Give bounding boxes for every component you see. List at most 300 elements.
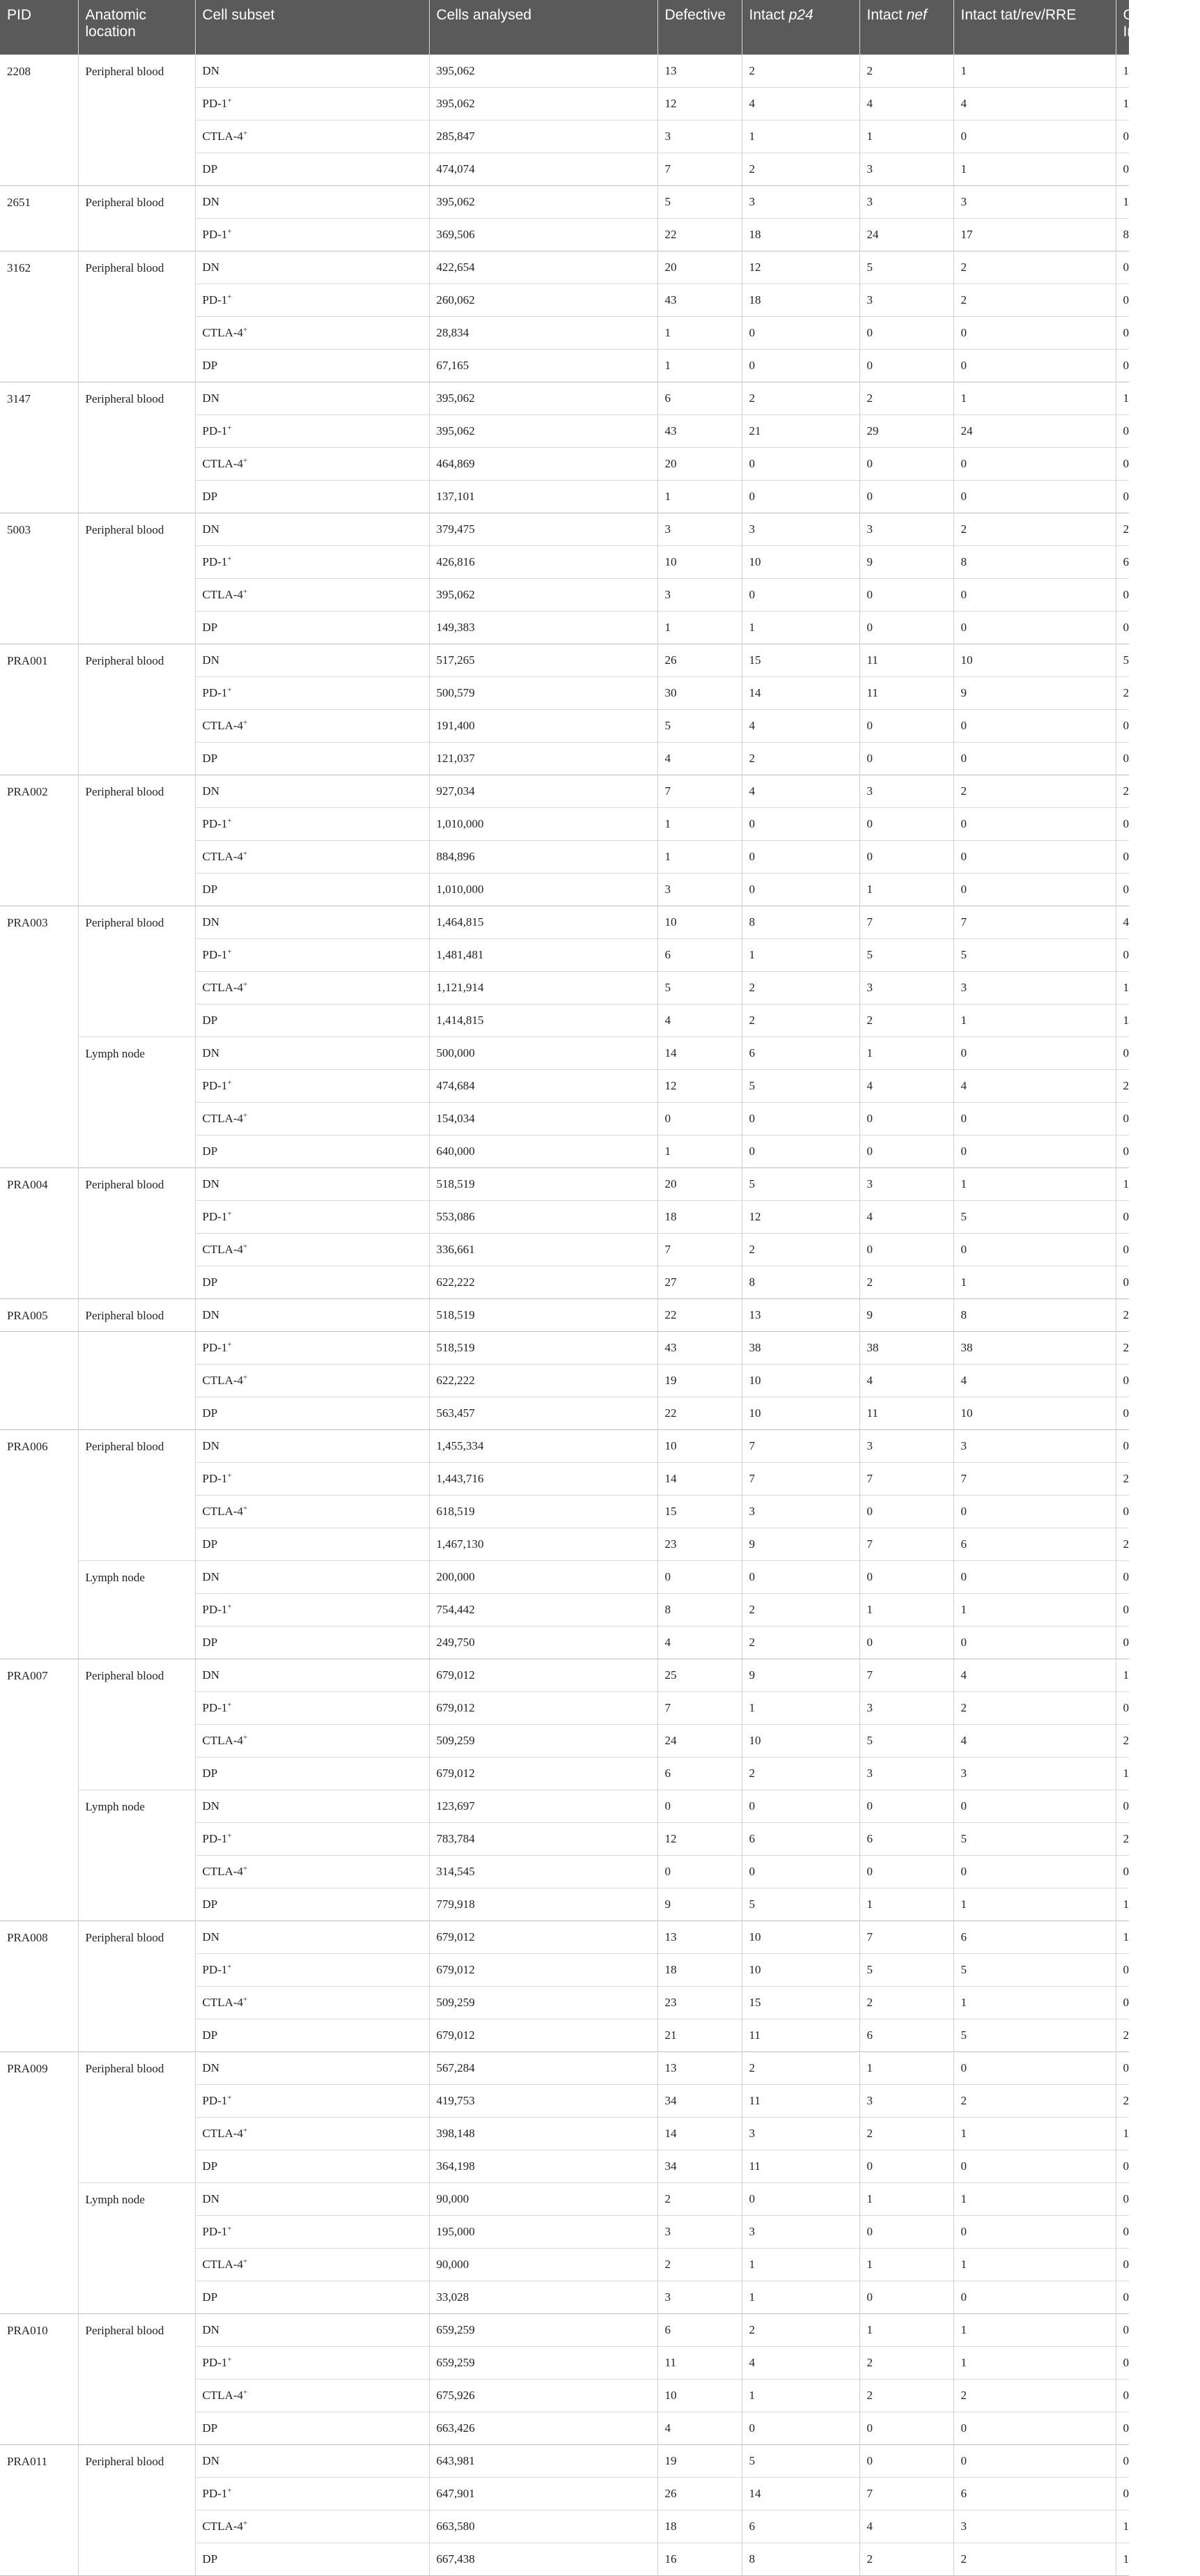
intact-tat-rev-rre-cell: 38 (953, 1331, 1116, 1364)
defective-cell: 6 (657, 2313, 742, 2346)
cells-analysed-cell: 1,414,815 (429, 1004, 657, 1037)
intact-nef-cell: 0 (859, 1135, 953, 1167)
genetically-intact-cell: 0 (1116, 1790, 1129, 1822)
defective-cell: 4 (657, 1004, 742, 1037)
pid-cell (0, 2543, 78, 2575)
intact-nef-cell: 5 (859, 1953, 953, 1986)
header-row (0, 0, 1129, 54)
cell-subset-name: CTLA-4 (202, 587, 244, 601)
anatomic-location-cell (78, 1593, 195, 1626)
positive-marker: + (227, 1700, 232, 1709)
anatomic-location-cell (78, 2379, 195, 2412)
positive-marker: + (243, 2125, 248, 2134)
genetically-intact-cell: 0 (1116, 840, 1129, 873)
pid-cell: PRA004 (0, 1167, 78, 1200)
pid-cell: PRA008 (0, 1921, 78, 1953)
genetically-intact-cell: 0 (1116, 1855, 1129, 1888)
cells-analysed-cell: 191,400 (429, 709, 657, 742)
intact-tat-rev-rre-cell: 3 (953, 2510, 1116, 2543)
positive-marker: + (227, 1209, 232, 1218)
anatomic-location-cell (78, 2412, 195, 2444)
table-row (0, 644, 1129, 676)
anatomic-location-cell (78, 480, 195, 513)
cell-subset-cell: DN (195, 2313, 429, 2346)
intact-nef-cell: 7 (859, 1462, 953, 1495)
table-row (0, 1953, 1129, 1986)
pid-cell: 3162 (0, 251, 78, 284)
pid-cell (0, 447, 78, 480)
anatomic-location-cell (78, 153, 195, 185)
genetically-intact-cell: 8 (1116, 218, 1129, 251)
table-row (0, 120, 1129, 153)
genetically-intact-cell: 0 (1116, 1135, 1129, 1167)
header-cells-analysed: Cells analysed (429, 0, 657, 54)
genetically-intact-cell: 0 (1116, 611, 1129, 644)
pid-cell: 2208 (0, 54, 78, 87)
cell-subset-cell (195, 2248, 429, 2281)
pid-cell (0, 2248, 78, 2281)
cells-analysed-cell: 679,012 (429, 1921, 657, 1953)
defective-cell: 1 (657, 349, 742, 382)
cell-subset-cell: DP (195, 1135, 429, 1167)
cell-subset-cell (195, 1822, 429, 1855)
positive-marker: + (243, 848, 248, 858)
cell-subset-name: PD-1 (202, 424, 228, 437)
pid-cell (0, 284, 78, 316)
pid-cell (0, 1593, 78, 1626)
intact-p24-cell: 10 (742, 1364, 859, 1397)
genetically-intact-cell: 4 (1116, 906, 1129, 938)
pid-cell (0, 218, 78, 251)
intact-p24-cell: 2 (742, 742, 859, 775)
intact-nef-cell: 3 (859, 775, 953, 807)
pid-cell: PRA006 (0, 1429, 78, 1462)
header-intact-nef (859, 0, 953, 54)
intact-nef-cell: 7 (859, 1659, 953, 1691)
cells-analysed-cell: 667,438 (429, 2543, 657, 2575)
intact-tat-rev-rre-cell: 4 (953, 1364, 1116, 1397)
table-row (0, 873, 1129, 906)
intact-nef-cell: 11 (859, 644, 953, 676)
cells-analysed-cell: 90,000 (429, 2182, 657, 2215)
intact-nef-cell: 2 (859, 382, 953, 414)
intact-tat-rev-rre-cell: 3 (953, 185, 1116, 218)
defective-cell: 21 (657, 2019, 742, 2051)
cell-subset-cell: DN (195, 1429, 429, 1462)
intact-p24-cell: 2 (742, 1004, 859, 1037)
intact-tat-rev-rre-cell: 1 (953, 2182, 1116, 2215)
genetically-intact-cell: 2 (1116, 1528, 1129, 1560)
cells-analysed-cell: 90,000 (429, 2248, 657, 2281)
anatomic-location-cell (78, 2543, 195, 2575)
intact-tat-rev-rre-cell: 8 (953, 545, 1116, 578)
cell-subset-name: PD-1 (202, 685, 228, 699)
genetically-intact-cell: 1 (1116, 971, 1129, 1004)
anatomic-location-cell (78, 1397, 195, 1429)
cell-subset-cell (195, 938, 429, 971)
table-row (0, 1822, 1129, 1855)
cells-analysed-cell: 474,684 (429, 1069, 657, 1102)
table-row (0, 2215, 1129, 2248)
positive-marker: + (243, 1503, 248, 1512)
pid-cell (0, 153, 78, 185)
genetically-intact-cell: 1 (1116, 1888, 1129, 1921)
intact-nef-cell: 1 (859, 1037, 953, 1069)
intact-nef-cell: 4 (859, 2510, 953, 2543)
intact-p24-cell: 3 (742, 1495, 859, 1528)
cell-subset-cell: DN (195, 2051, 429, 2084)
cells-analysed-cell: 364,198 (429, 2150, 657, 2182)
intact-p24-cell: 0 (742, 1560, 859, 1593)
anatomic-location-cell (78, 611, 195, 644)
intact-nef-cell: 0 (859, 1102, 953, 1135)
cells-analysed-cell: 200,000 (429, 1560, 657, 1593)
cell-subset-cell: DN (195, 1790, 429, 1822)
cell-subset-cell: DP (195, 2412, 429, 2444)
positive-marker: + (243, 2256, 248, 2265)
pid-cell (0, 1855, 78, 1888)
defective-cell: 5 (657, 709, 742, 742)
table-row (0, 1102, 1129, 1135)
positive-marker: + (227, 1340, 232, 1349)
genetically-intact-cell: 2 (1116, 1069, 1129, 1102)
cell-subset-cell: DP (195, 742, 429, 775)
intact-p24-cell: 0 (742, 840, 859, 873)
pid-cell (0, 2084, 78, 2117)
defective-cell: 7 (657, 775, 742, 807)
cells-analysed-cell: 395,062 (429, 87, 657, 120)
anatomic-location-cell: Peripheral blood (78, 513, 195, 545)
cells-analysed-cell: 419,753 (429, 2084, 657, 2117)
table-row (0, 1724, 1129, 1757)
table-row (0, 709, 1129, 742)
intact-nef-cell: 2 (859, 2117, 953, 2150)
table-row (0, 2379, 1129, 2412)
intact-nef-cell: 11 (859, 676, 953, 709)
table-row (0, 1004, 1129, 1037)
intact-tat-rev-rre-cell: 0 (953, 840, 1116, 873)
pid-cell (0, 1331, 78, 1364)
defective-cell: 6 (657, 1757, 742, 1790)
header-intact-nef-prefix: Intact (866, 7, 907, 23)
genetically-intact-cell: 0 (1116, 2051, 1129, 2084)
intact-nef-cell: 0 (859, 1495, 953, 1528)
cell-subset-cell (195, 1724, 429, 1757)
positive-marker: + (227, 816, 232, 825)
anatomic-location-cell (78, 938, 195, 971)
cell-subset-name: CTLA-4 (202, 456, 244, 470)
defective-cell: 14 (657, 1462, 742, 1495)
anatomic-location-cell: Peripheral blood (78, 2051, 195, 2084)
genetically-intact-cell: 1 (1116, 1659, 1129, 1691)
defective-cell: 27 (657, 1266, 742, 1298)
intact-tat-rev-rre-cell: 6 (953, 2477, 1116, 2510)
defective-cell: 14 (657, 1037, 742, 1069)
anatomic-location-cell (78, 2346, 195, 2379)
defective-cell: 4 (657, 742, 742, 775)
cell-subset-cell: DP (195, 480, 429, 513)
intact-nef-cell: 2 (859, 2346, 953, 2379)
cell-subset-name: CTLA-4 (202, 849, 244, 863)
intact-tat-rev-rre-cell: 24 (953, 414, 1116, 447)
intact-p24-cell: 2 (742, 2313, 859, 2346)
intact-p24-cell: 1 (742, 1691, 859, 1724)
intact-p24-cell: 2 (742, 1757, 859, 1790)
intact-nef-cell: 0 (859, 447, 953, 480)
defective-cell: 24 (657, 1724, 742, 1757)
anatomic-location-cell (78, 1822, 195, 1855)
cells-analysed-cell: 249,750 (429, 1626, 657, 1659)
intact-nef-cell: 0 (859, 1560, 953, 1593)
pid-cell (0, 2346, 78, 2379)
pid-cell (0, 709, 78, 742)
header-cell-subset: Cell subset (195, 0, 429, 54)
pid-cell (0, 1790, 78, 1822)
cell-subset-cell: DP (195, 153, 429, 185)
cell-subset-cell: DN (195, 1167, 429, 1200)
table-row (0, 2248, 1129, 2281)
cell-subset-name: CTLA-4 (202, 2257, 244, 2271)
genetically-intact-cell: 6 (1116, 545, 1129, 578)
anatomic-location-cell (78, 1266, 195, 1298)
anatomic-location-cell (78, 742, 195, 775)
cell-subset-cell (195, 2477, 429, 2510)
cells-analysed-cell: 395,062 (429, 185, 657, 218)
cell-subset-cell: DP (195, 2543, 429, 2575)
pid-cell: 3147 (0, 382, 78, 414)
table-row (0, 1200, 1129, 1233)
defective-cell: 12 (657, 1069, 742, 1102)
table-row (0, 513, 1129, 545)
intact-p24-cell: 0 (742, 1855, 859, 1888)
table-row (0, 2084, 1129, 2117)
intact-nef-cell: 29 (859, 414, 953, 447)
cell-subset-name: PD-1 (202, 1962, 228, 1976)
pid-cell (0, 2019, 78, 2051)
intact-tat-rev-rre-cell: 6 (953, 1528, 1116, 1560)
genetically-intact-cell: 0 (1116, 2412, 1129, 2444)
intact-p24-cell: 6 (742, 1037, 859, 1069)
pid-cell (0, 1822, 78, 1855)
cell-subset-cell: DP (195, 611, 429, 644)
anatomic-location-cell (78, 545, 195, 578)
intact-tat-rev-rre-cell: 0 (953, 1855, 1116, 1888)
intact-nef-cell: 6 (859, 2019, 953, 2051)
positive-marker: + (243, 1110, 248, 1119)
genetically-intact-cell: 0 (1116, 1495, 1129, 1528)
cell-subset-cell (195, 676, 429, 709)
genetically-intact-cell: 0 (1116, 120, 1129, 153)
genetically-intact-cell: 2 (1116, 2084, 1129, 2117)
anatomic-location-cell (78, 709, 195, 742)
genetically-intact-cell: 0 (1116, 709, 1129, 742)
pid-cell (0, 1986, 78, 2019)
intact-nef-cell: 0 (859, 611, 953, 644)
intact-nef-cell: 2 (859, 54, 953, 87)
pid-cell (0, 1233, 78, 1266)
intact-p24-cell: 3 (742, 185, 859, 218)
pid-cell (0, 1004, 78, 1037)
anatomic-location-cell (78, 2281, 195, 2313)
intact-nef-cell: 0 (859, 578, 953, 611)
cells-analysed-cell: 395,062 (429, 578, 657, 611)
intact-tat-rev-rre-cell: 1 (953, 2313, 1116, 2346)
intact-tat-rev-rre-cell: 4 (953, 1724, 1116, 1757)
intact-p24-cell: 1 (742, 120, 859, 153)
cells-analysed-cell: 659,259 (429, 2346, 657, 2379)
intact-p24-cell: 1 (742, 611, 859, 644)
anatomic-location-cell (78, 1757, 195, 1790)
table-row (0, 1790, 1129, 1822)
defective-cell: 1 (657, 480, 742, 513)
pid-cell: PRA003 (0, 906, 78, 938)
intact-nef-cell: 2 (859, 1266, 953, 1298)
anatomic-location-cell (78, 1855, 195, 1888)
header-anatomic-location: Anatomic location (78, 0, 195, 54)
cell-subset-cell: DN (195, 1921, 429, 1953)
genetically-intact-cell: 0 (1116, 1691, 1129, 1724)
defective-cell: 22 (657, 1298, 742, 1331)
cell-subset-cell (195, 87, 429, 120)
intact-nef-cell: 4 (859, 1364, 953, 1397)
genetically-intact-cell: 2 (1116, 1462, 1129, 1495)
pid-cell (0, 1037, 78, 1069)
intact-nef-cell: 38 (859, 1331, 953, 1364)
anatomic-location-cell (78, 1462, 195, 1495)
pid-cell (0, 1397, 78, 1429)
genetically-intact-cell: 0 (1116, 873, 1129, 906)
intact-tat-rev-rre-cell: 0 (953, 316, 1116, 349)
genetically-intact-cell: 0 (1116, 1986, 1129, 2019)
pid-cell (0, 1200, 78, 1233)
intact-p24-cell: 8 (742, 2543, 859, 2575)
cells-analysed-cell: 679,012 (429, 1659, 657, 1691)
positive-marker: + (243, 979, 248, 988)
intact-tat-rev-rre-cell: 10 (953, 1397, 1116, 1429)
table-row (0, 218, 1129, 251)
cell-subset-cell (195, 2379, 429, 2412)
cell-subset-name: PD-1 (202, 816, 228, 830)
positive-marker: + (243, 1994, 248, 2003)
intact-p24-cell: 9 (742, 1528, 859, 1560)
defective-cell: 34 (657, 2084, 742, 2117)
pid-cell (0, 1266, 78, 1298)
pid-cell: PRA009 (0, 2051, 78, 2084)
intact-tat-rev-rre-cell: 1 (953, 1986, 1116, 2019)
intact-tat-rev-rre-cell: 6 (953, 1921, 1116, 1953)
anatomic-location-cell: Peripheral blood (78, 1429, 195, 1462)
anatomic-location-cell (78, 1233, 195, 1266)
table-row (0, 382, 1129, 414)
positive-marker: + (227, 292, 232, 301)
table-row (0, 1593, 1129, 1626)
pid-cell (0, 1953, 78, 1986)
intact-tat-rev-rre-cell: 0 (953, 2150, 1116, 2182)
defective-cell: 22 (657, 1397, 742, 1429)
cell-subset-cell: DN (195, 382, 429, 414)
cells-analysed-cell: 1,010,000 (429, 807, 657, 840)
genetically-intact-cell: 0 (1116, 251, 1129, 284)
genetically-intact-cell: 1 (1116, 2117, 1129, 2150)
anatomic-location-cell (78, 2215, 195, 2248)
intact-p24-cell: 1 (742, 2379, 859, 2412)
genetically-intact-cell: 2 (1116, 1724, 1129, 1757)
intact-p24-cell: 0 (742, 316, 859, 349)
intact-nef-cell: 0 (859, 709, 953, 742)
cell-subset-cell (195, 1495, 429, 1528)
intact-tat-rev-rre-cell: 2 (953, 513, 1116, 545)
cells-analysed-cell: 379,475 (429, 513, 657, 545)
intact-tat-rev-rre-cell: 1 (953, 1167, 1116, 1200)
cell-subset-name: CTLA-4 (202, 1242, 244, 1256)
pid-cell (0, 807, 78, 840)
table-row (0, 1495, 1129, 1528)
intact-nef-cell: 2 (859, 2543, 953, 2575)
genetically-intact-cell: 0 (1116, 316, 1129, 349)
genetically-intact-cell: 0 (1116, 414, 1129, 447)
pid-cell: PRA011 (0, 2444, 78, 2477)
cells-analysed-cell: 422,654 (429, 251, 657, 284)
genetically-intact-cell: 0 (1116, 284, 1129, 316)
cells-analysed-cell: 779,918 (429, 1888, 657, 1921)
intact-p24-cell: 0 (742, 447, 859, 480)
defective-cell: 34 (657, 2150, 742, 2182)
table-row (0, 1921, 1129, 1953)
cells-analysed-cell: 663,426 (429, 2412, 657, 2444)
anatomic-location-cell: Peripheral blood (78, 2313, 195, 2346)
defective-cell: 18 (657, 2510, 742, 2543)
cell-subset-cell: DN (195, 644, 429, 676)
header-intact-tat-rev-rre: Intact tat/rev/RRE (953, 0, 1116, 54)
intact-tat-rev-rre-cell: 0 (953, 1102, 1116, 1135)
table-row (0, 2346, 1129, 2379)
pid-cell: PRA002 (0, 775, 78, 807)
intact-tat-rev-rre-cell: 0 (953, 578, 1116, 611)
defective-cell: 6 (657, 938, 742, 971)
anatomic-location-cell (78, 2150, 195, 2182)
cell-subset-name: PD-1 (202, 2355, 228, 2369)
cells-analysed-cell: 622,222 (429, 1266, 657, 1298)
intact-nef-cell: 1 (859, 2248, 953, 2281)
pid-cell (0, 1069, 78, 1102)
cell-subset-cell (195, 971, 429, 1004)
table-row (0, 1037, 1129, 1069)
intact-nef-cell: 0 (859, 316, 953, 349)
table-row (0, 1298, 1129, 1331)
anatomic-location-cell (78, 316, 195, 349)
intact-nef-cell: 5 (859, 251, 953, 284)
cell-subset-cell (195, 1331, 429, 1364)
intact-p24-cell: 0 (742, 873, 859, 906)
genetically-intact-cell: 0 (1116, 807, 1129, 840)
intact-p24-cell: 13 (742, 1298, 859, 1331)
cell-subset-name: CTLA-4 (202, 1504, 244, 1518)
cell-subset-cell: DN (195, 1659, 429, 1691)
intact-nef-cell: 0 (859, 480, 953, 513)
intact-p24-cell: 6 (742, 1822, 859, 1855)
pid-cell (0, 971, 78, 1004)
intact-nef-cell: 1 (859, 2051, 953, 2084)
table-row (0, 284, 1129, 316)
cells-analysed-cell: 123,697 (429, 1790, 657, 1822)
cells-analysed-cell: 643,981 (429, 2444, 657, 2477)
cell-subset-name: PD-1 (202, 1471, 228, 1485)
cell-subset-name: CTLA-4 (202, 980, 244, 994)
intact-tat-rev-rre-cell: 2 (953, 251, 1116, 284)
cell-subset-name: PD-1 (202, 227, 228, 241)
positive-marker: + (227, 947, 232, 956)
pid-cell: 5003 (0, 513, 78, 545)
